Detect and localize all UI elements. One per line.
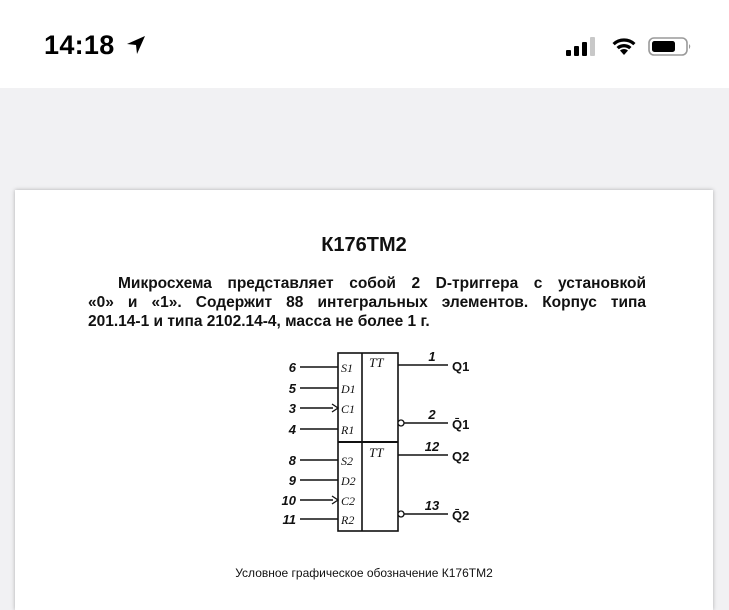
pin-number: 3: [288, 401, 296, 416]
pin-number: 4: [288, 422, 296, 437]
output-label: Q̄1: [452, 417, 470, 432]
pin-number: 8: [288, 453, 296, 468]
pin-number: 11: [282, 512, 296, 527]
pin-number: 6: [288, 360, 296, 375]
output-label: Q̄2: [452, 508, 470, 523]
document-title: К176ТМ2: [321, 234, 407, 256]
output-label: Q2: [452, 449, 470, 464]
pin-number: 1: [428, 349, 436, 364]
pin-number: 9: [288, 473, 296, 488]
battery-icon: [648, 36, 692, 57]
input-label: D1: [341, 382, 356, 396]
pin-number: 13: [424, 498, 440, 513]
input-label: S1: [341, 361, 353, 375]
input-label: S2: [341, 454, 353, 468]
pin-number: 5: [288, 381, 296, 396]
body-line: Микросхема представляет собой 2 D-триггера с установкой: [118, 275, 646, 292]
input-label: R2: [341, 513, 355, 527]
wifi-icon: [610, 35, 638, 56]
input-label: C2: [341, 494, 356, 508]
pin-number: 2: [428, 407, 436, 422]
pin-number: 12: [424, 439, 440, 454]
figure-caption: Условное графическое обозначение К176ТМ2: [235, 566, 493, 580]
input-label: R1: [341, 423, 355, 437]
output-label: Q1: [452, 359, 470, 374]
document-body: [88, 274, 646, 331]
document-page: [15, 190, 713, 610]
input-label: C1: [341, 402, 356, 416]
logic-symbol-diagram: [270, 345, 500, 540]
cellular-signal-icon: [566, 37, 596, 56]
status-time: 14:18: [44, 30, 115, 60]
trigger-label: TT: [369, 445, 384, 460]
input-label: D2: [341, 474, 356, 488]
status-bar: [0, 0, 729, 88]
location-arrow-icon: [125, 34, 147, 56]
body-line: 201.14-1 и типа 2102.14-4, масса не более 1 г.: [88, 313, 430, 330]
body-line: «0» и «1». Содержит 88 интегральных элементов. Корпус типа: [88, 294, 646, 311]
trigger-label: TT: [369, 355, 384, 370]
pin-number: 10: [281, 493, 296, 508]
